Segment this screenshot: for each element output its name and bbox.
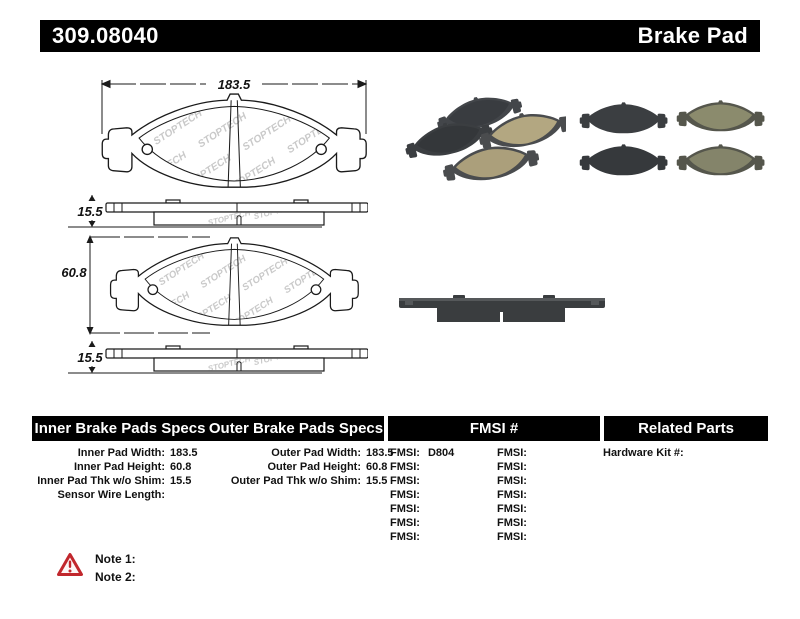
fmsi-row: FMSI: (390, 475, 420, 487)
fmsi-row: FMSI: (497, 489, 527, 501)
fmsi-row: FMSI: (390, 503, 420, 515)
spec-row: Inner Pad Height: 60.8 (73, 461, 192, 473)
inner-specs-header: Inner Brake Pads Specs (34, 420, 206, 437)
table-header-pads-specs (32, 416, 384, 441)
spec-row: Outer Pad Thk w/o Shim: 15.5 (230, 475, 388, 487)
spec-row: Sensor Wire Length: (57, 489, 165, 501)
title-bar (40, 20, 760, 52)
spec-row: Outer Pad Width: 183.5 (271, 447, 394, 459)
part-number: 309.08040 (52, 23, 159, 48)
drawing-pad-side-inner (60, 192, 368, 232)
outer-specs-column (206, 446, 394, 488)
dimension-thickness-label: 15.5 (77, 204, 103, 219)
fmsi-column-1 (390, 446, 490, 544)
related-parts-header: Related Parts (638, 420, 734, 437)
related-row: Hardware Kit #: (603, 447, 684, 459)
outer-specs-header: Outer Brake Pads Specs (208, 420, 384, 437)
fmsi-row: FMSI: (497, 531, 527, 543)
note-1-label: Note 1: (95, 552, 136, 566)
fmsi-row: FMSI: (390, 489, 420, 501)
fmsi-column-2 (497, 446, 597, 544)
fmsi-row: FMSI: (390, 461, 420, 473)
drawing-pad-side-outer (60, 338, 368, 378)
fmsi-row: FMSI: (497, 475, 527, 487)
dimension-thickness-label: 15.5 (77, 350, 103, 365)
fmsi-row: FMSI: (497, 447, 527, 459)
fmsi-row: FMSI: (390, 531, 420, 543)
fmsi-row: FMSI: (497, 517, 527, 529)
dimension-width-label: 183.5 (217, 77, 251, 92)
table-header-fmsi (388, 416, 600, 441)
related-parts-column (603, 446, 768, 460)
fmsi-row: FMSI: (390, 517, 420, 529)
photo-pads-angled (398, 92, 566, 188)
fmsi-header: FMSI # (469, 420, 519, 437)
spec-row: Inner Pad Width: 183.5 (77, 447, 198, 459)
table-header-related-parts (604, 416, 768, 441)
note-2-label: Note 2: (95, 570, 136, 584)
inner-specs-column (30, 446, 210, 502)
fmsi-row: FMSI: D804 (390, 447, 455, 459)
fmsi-row: FMSI: (497, 461, 527, 473)
dimension-height-label: 60.8 (61, 265, 87, 280)
photo-pad-edge (397, 288, 607, 330)
fmsi-row: FMSI: (497, 503, 527, 515)
product-type-title: Brake Pad (637, 23, 748, 48)
spec-row: Inner Pad Thk w/o Shim: 15.5 (37, 475, 192, 487)
spec-row: Outer Pad Height: 60.8 (267, 461, 388, 473)
drawing-pad-front-height (60, 232, 368, 338)
photo-pads-flat (576, 95, 768, 183)
warning-icon (56, 552, 84, 578)
drawing-pad-front-width (100, 76, 368, 194)
